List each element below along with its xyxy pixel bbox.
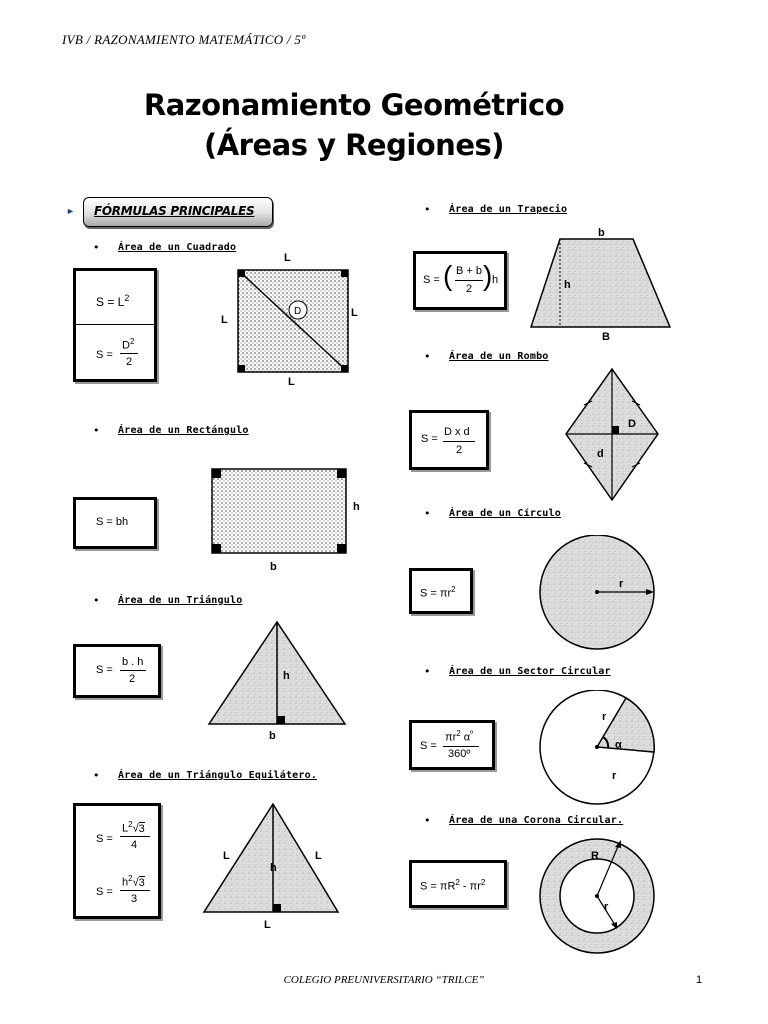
formula-rombo-lhs: S = [421,433,438,445]
section-label: FÓRMULAS PRINCIPALES [94,204,255,218]
label-R: R [591,850,599,862]
triangle-figure [205,618,350,746]
rectangle-figure [205,462,375,577]
formula-sector-lhs: S = [420,740,437,752]
formula-rombo-num: D x d [444,426,470,438]
bullet: • [424,350,431,363]
label-D: D [294,306,302,317]
label-B: B [602,331,610,343]
label-alpha: α [615,739,622,751]
label-r: r [619,578,624,590]
label-r-upper: r [602,711,607,723]
heading-triangulo: Área de un Triángulo [118,595,243,606]
bullet: • [93,424,100,437]
label-r: r [604,901,609,913]
label-L-bottom: L [288,376,295,388]
bullet: • [424,203,431,216]
formula-trapecio-lhs: S = [423,274,440,286]
page-title-line2: (Áreas y Regiones) [203,128,505,162]
ring-figure [535,838,661,956]
bullet: • [424,814,431,827]
formula-equilatero-1-lhs: S = [96,833,113,845]
circle-figure [535,535,661,651]
trapezoid-figure [525,225,677,347]
formula-equilatero-1-den: 4 [131,839,138,851]
label-d: d [597,448,604,460]
bullet: • [424,507,431,520]
formula-box-equilatero [73,803,161,919]
formula-box-rectangulo [73,497,157,549]
heading-circulo: Área de un Círculo [449,508,561,519]
formula-rectangulo: S = bh [96,516,129,528]
label-L-top: L [284,252,291,264]
label-h: h [353,501,360,513]
formula-equilatero-2-den: 3 [131,893,138,905]
label-L-right: L [351,307,358,319]
formula-box-triangulo [73,644,161,698]
formula-equilatero-1-num: $L^2√3$ [122,820,145,835]
label-b: b [270,561,277,573]
formula-sector-den: 360º [448,748,471,760]
formula-box-circulo [409,568,473,614]
label-b: b [269,730,276,742]
page-number: 1 [696,974,703,986]
formula-equilatero-2-num: $h^2√3$ [122,874,145,889]
heading-sector: Área de un Sector Circular [449,666,611,677]
heading-equilatero: Área de un Triángulo Equilátero. [118,770,318,781]
sector-figure [535,690,661,806]
section-arrow-icon: ► [66,206,75,216]
square-figure [210,248,370,398]
label-L-left: L [223,850,230,862]
formula-sector-num: $\pi r^2$ $\alpha^º$ [445,729,474,744]
formula-trapecio-den: 2 [466,283,473,295]
footer-school: COLEGIO PREUNIVERSITARIO “TRILCE” [283,974,485,986]
heading-cuadrado: Área de un Cuadrado [118,242,237,253]
heading-corona: Área de una Corona Circular. [449,815,624,826]
formula-box-cuadrado [73,268,157,382]
formula-cuadrado-2-lhs: S = [96,349,113,361]
label-L-right: L [315,850,322,862]
bullet: • [93,769,100,782]
formula-rombo-den: 2 [456,444,463,456]
rhombus-figure [562,365,664,505]
formula-triangulo-num: b . h [122,656,144,668]
bullet: • [93,594,100,607]
equilateral-triangle-figure [200,800,340,935]
label-L-bottom: L [264,919,271,931]
label-b: b [598,227,605,239]
bullet: • [424,665,431,678]
label-D: D [628,418,636,430]
formula-trapecio-tail: h [492,274,499,286]
heading-rombo: Área de un Rombo [449,351,549,362]
formula-cuadrado-2-den: 2 [126,356,133,368]
formula-box-rombo [409,410,489,470]
heading-rectangulo: Área de un Rectángulo [118,425,249,436]
formula-cuadrado-1: $S = L^2$ [96,293,130,309]
label-h: h [283,670,290,682]
running-header: IVB / RAZONAMIENTO MATEMÁTICO / 5º [62,32,306,47]
page-title-line1: Razonamiento Geométrico [143,88,565,122]
section-label-pill [83,197,273,227]
formula-box-trapecio: S = ( B + b 2 ) h [413,251,507,310]
formula-cuadrado-2-num: $D^2$ [122,337,135,352]
bullet: • [93,241,100,254]
formula-corona: $S = \pi R^2 - \pi r^2$ [420,878,486,893]
formula-trapecio-num: B + b [456,265,482,277]
label-h: h [564,279,571,291]
formula-equilatero-2-lhs: S = [96,886,113,898]
formula-box-sector [409,720,495,770]
formula-triangulo-den: 2 [129,673,136,685]
heading-trapecio: Área de un Trapecio [449,204,568,215]
formula-box-corona [409,860,507,908]
label-L-left: L [221,314,228,326]
label-r-lower: r [612,770,617,782]
formula-circulo: $S = \pi r^2$ [420,585,456,600]
label-h: h [270,862,277,874]
formula-triangulo-lhs: S = [96,664,113,676]
